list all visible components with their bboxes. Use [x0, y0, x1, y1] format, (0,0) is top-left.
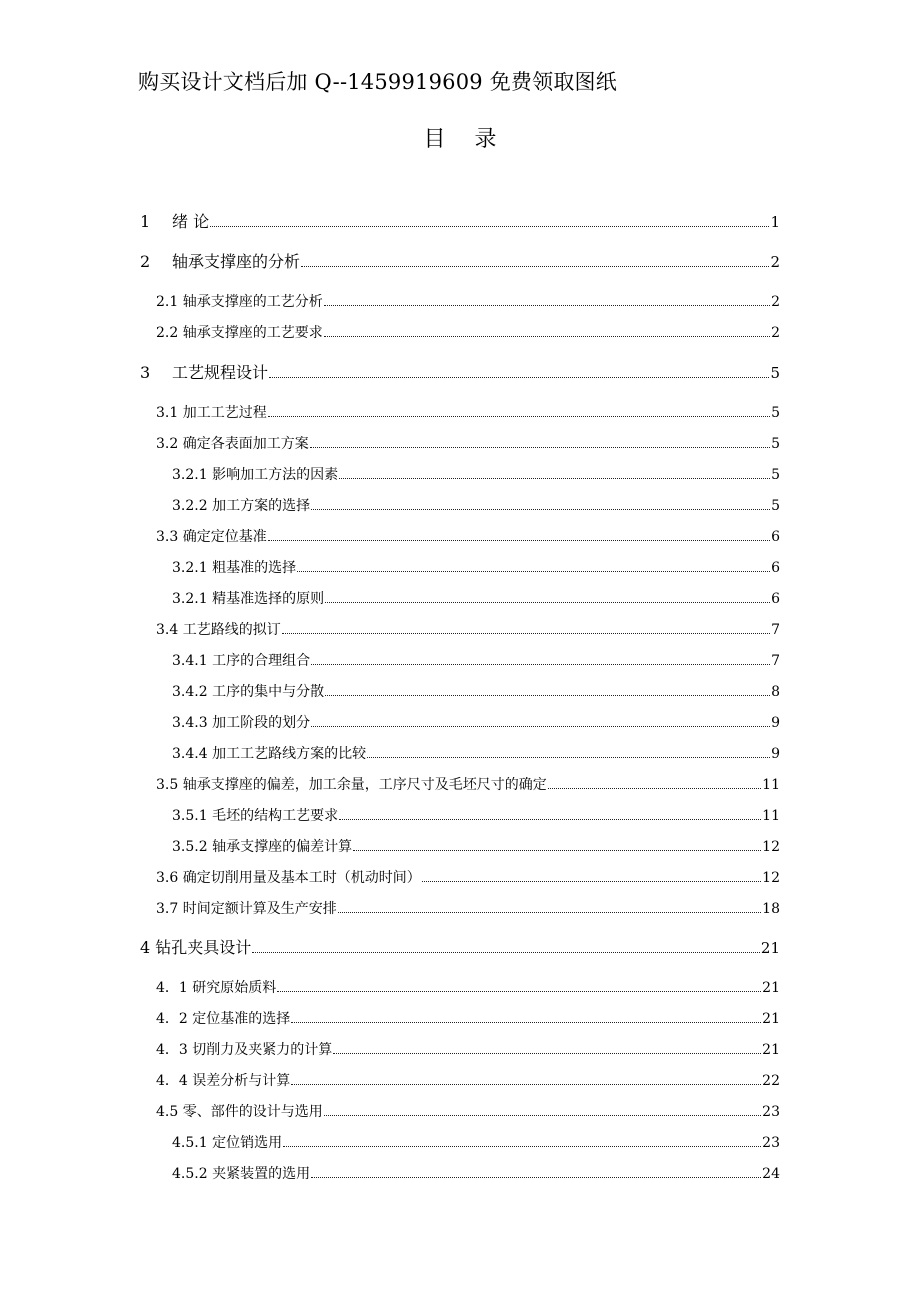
toc-page: 9 — [771, 715, 780, 731]
dot-leader — [324, 336, 770, 337]
toc-title: 绪 论 — [172, 212, 210, 231]
toc-entry[interactable] — [140, 249, 780, 272]
toc-entry[interactable] — [156, 867, 780, 887]
toc-entry[interactable] — [172, 681, 780, 701]
dot-leader — [277, 991, 761, 992]
toc-entry[interactable] — [172, 1163, 780, 1183]
toc-entry[interactable] — [156, 1101, 780, 1121]
toc-title: 3.2 确定各表面加工方案 — [156, 436, 309, 452]
toc-title: 3.4.1 工序的合理组合 — [172, 653, 311, 669]
toc-page: 23 — [762, 1135, 780, 1151]
toc-number: 2 — [140, 252, 151, 271]
toc-entry[interactable] — [172, 712, 780, 732]
dot-leader — [210, 226, 769, 227]
toc-title: 3.7 时间定额计算及生产安排 — [156, 901, 337, 917]
toc-page: 11 — [762, 808, 780, 824]
toc-entry[interactable] — [156, 402, 780, 422]
toc-title: 3.2.2 加工方案的选择 — [172, 498, 311, 514]
toc-title: 2.1 轴承支撑座的工艺分析 — [156, 294, 323, 310]
toc-entry[interactable] — [156, 291, 780, 311]
toc-entry[interactable] — [156, 1070, 780, 1090]
toc-page: 12 — [762, 870, 780, 886]
toc-entry[interactable] — [156, 433, 780, 453]
toc-title: 3.5.1 毛坯的结构工艺要求 — [172, 808, 339, 824]
toc-page: 5 — [771, 436, 780, 452]
toc-title: 3.3 确定定位基准 — [156, 529, 267, 545]
toc-title: 3.4.3 加工阶段的划分 — [172, 715, 311, 731]
dot-leader — [283, 1146, 761, 1147]
toc-entry[interactable] — [156, 1008, 780, 1028]
toc-title: 4．1 研究原始质料 — [156, 980, 277, 996]
dot-leader — [324, 1115, 761, 1116]
dot-leader — [291, 1022, 761, 1023]
page-header-notice: 购买设计文档后加 Q--1459919609 免费领取图纸 — [138, 70, 617, 94]
toc-title: 4.5.2 夹紧装置的选用 — [172, 1166, 311, 1182]
toc-title: 4．3 切削力及夹紧力的计算 — [156, 1042, 333, 1058]
toc-title: 4.5.1 定位销选用 — [172, 1135, 283, 1151]
toc-page: 21 — [762, 1042, 780, 1058]
toc-page: 5 — [771, 405, 780, 421]
dot-leader — [325, 695, 770, 696]
toc-page: 5 — [770, 364, 780, 382]
toc-title: 4．4 误差分析与计算 — [156, 1073, 291, 1089]
toc-page: 6 — [771, 591, 780, 607]
dot-leader — [325, 602, 770, 603]
dot-leader — [310, 447, 770, 448]
dot-leader — [324, 305, 770, 306]
toc-entry[interactable] — [156, 774, 780, 794]
dot-leader — [311, 1177, 761, 1178]
toc-entry[interactable] — [172, 464, 780, 484]
toc-page: 6 — [771, 529, 780, 545]
toc-page: 21 — [762, 1011, 780, 1027]
toc-page: 5 — [771, 498, 780, 514]
toc-page: 8 — [771, 684, 780, 700]
dot-leader — [367, 757, 770, 758]
dot-leader — [422, 881, 761, 882]
toc-page: 9 — [771, 746, 780, 762]
toc-title: 工艺规程设计 — [172, 363, 269, 382]
toc-title: 3.2.1 粗基准的选择 — [172, 560, 297, 576]
toc-entry[interactable] — [156, 1039, 780, 1059]
toc-page: 1 — [770, 213, 780, 231]
toc-title: 3.2.1 精基准选择的原则 — [172, 591, 325, 607]
dot-leader — [548, 788, 761, 789]
toc-title: 3.5.2 轴承支撑座的偏差计算 — [172, 839, 353, 855]
toc-page: 12 — [762, 839, 780, 855]
dot-leader — [311, 509, 770, 510]
toc-page: 7 — [771, 653, 780, 669]
toc-entry[interactable] — [172, 836, 780, 856]
toc-entry[interactable] — [172, 588, 780, 608]
toc-page: 24 — [762, 1166, 780, 1182]
toc-title: 4 钻孔夹具设计 — [140, 938, 252, 957]
dot-leader — [268, 416, 770, 417]
toc-title: 3.1 加工工艺过程 — [156, 405, 267, 421]
toc-page: 6 — [771, 560, 780, 576]
dot-leader — [338, 912, 761, 913]
dot-leader — [333, 1053, 761, 1054]
dot-leader — [282, 633, 770, 634]
dot-leader — [301, 266, 769, 267]
dot-leader — [291, 1084, 761, 1085]
toc-title: 3.4.4 加工工艺路线方案的比较 — [172, 746, 367, 762]
toc-entry[interactable] — [172, 1132, 780, 1152]
toc-entry[interactable] — [156, 322, 780, 342]
dot-leader — [339, 819, 761, 820]
toc-entry[interactable] — [172, 805, 780, 825]
toc-page: 21 — [762, 980, 780, 996]
toc-title: 3.5 轴承支撑座的偏差，加工余量，工序尺寸及毛坯尺寸的确定 — [156, 777, 547, 793]
dot-leader — [339, 478, 770, 479]
toc-title: 3.2.1 影响加工方法的因素 — [172, 467, 339, 483]
toc-number: 1 — [140, 212, 151, 231]
toc-page: 11 — [762, 777, 780, 793]
toc-entry[interactable] — [156, 526, 780, 546]
toc-title: 3.6 确定切削用量及基本工时（机动时间） — [156, 870, 421, 886]
toc-entry[interactable] — [156, 619, 780, 639]
dot-leader — [269, 377, 769, 378]
toc-page: 5 — [771, 467, 780, 483]
toc-page: 23 — [762, 1104, 780, 1120]
dot-leader — [297, 571, 770, 572]
toc-page: 18 — [762, 901, 780, 917]
toc-entry[interactable] — [172, 557, 780, 577]
toc-title: 2.2 轴承支撑座的工艺要求 — [156, 325, 323, 341]
toc-entry[interactable] — [140, 360, 780, 383]
dot-leader — [311, 726, 770, 727]
toc-page: 22 — [762, 1073, 780, 1089]
toc-page: 7 — [771, 622, 780, 638]
toc-number: 3 — [140, 363, 151, 382]
toc-page: 2 — [771, 325, 780, 341]
toc-entry[interactable] — [156, 977, 780, 997]
toc-title: 4.5 零、部件的设计与选用 — [156, 1104, 323, 1120]
toc-entry[interactable] — [156, 898, 780, 918]
toc-title: 4．2 定位基准的选择 — [156, 1011, 291, 1027]
toc-title: 3.4.2 工序的集中与分散 — [172, 684, 325, 700]
dot-leader — [252, 952, 760, 953]
toc-entry[interactable] — [172, 743, 780, 763]
toc-entry[interactable] — [140, 209, 780, 232]
toc-title: 轴承支撑座的分析 — [172, 252, 301, 271]
toc-entry[interactable] — [140, 935, 780, 958]
dot-leader — [353, 850, 761, 851]
toc-page: 2 — [771, 294, 780, 310]
toc-page: 2 — [770, 253, 780, 271]
toc-title: 3.4 工艺路线的拟订 — [156, 622, 281, 638]
dot-leader — [311, 664, 770, 665]
toc-page: 21 — [760, 939, 780, 957]
toc-entry[interactable] — [172, 495, 780, 515]
dot-leader — [268, 540, 770, 541]
toc-entry[interactable] — [172, 650, 780, 670]
page-title: 目 录 — [423, 127, 497, 152]
